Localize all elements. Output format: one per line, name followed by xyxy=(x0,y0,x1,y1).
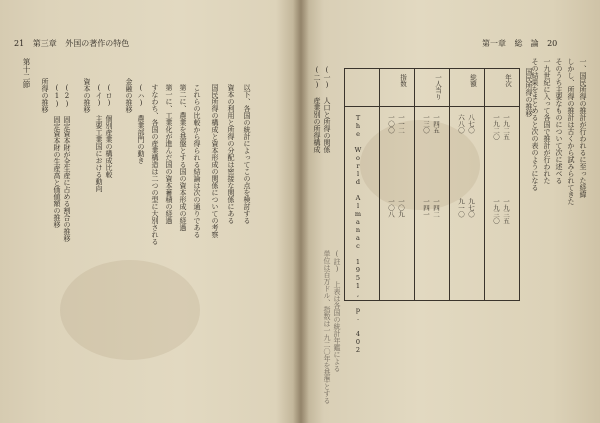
right-line-7: (二) 産業別の所得構成 xyxy=(313,66,321,153)
left-line-7: 第一に、工業化が進んだ国の資本蓄積の経過 xyxy=(165,84,173,224)
left-line-9: これらの比較から得られる結論は次の通りである xyxy=(193,84,201,238)
table-title: 国民所得の推移 xyxy=(525,68,533,117)
table-source-note: The World Almanac 1951, p. 402 xyxy=(354,114,362,354)
table-cell: 一四五 xyxy=(432,114,440,134)
left-page-header xyxy=(14,38,135,49)
right-line-6: (一) 人口と所得の関係 xyxy=(323,66,331,153)
right-footer-line-2: 単位は百万ドル、指数は一九二〇年を基準とする xyxy=(323,250,331,404)
table-header: 一人当り xyxy=(434,74,442,100)
right-line-5: その結果をまとめると次の表のようになる xyxy=(531,58,539,191)
right-running-title: 総 論 xyxy=(514,39,539,48)
table-cell: 一九三五 xyxy=(502,198,510,224)
left-line-5: (ハ) 農業部門の動き xyxy=(137,84,145,164)
table-header: 総額 xyxy=(469,74,477,87)
left-line-4: (ロ) 個別産業の構成比較 xyxy=(105,84,113,178)
left-line-11: 資本の利用と所得の分配は密接な関係にある xyxy=(227,84,235,224)
table-cell: 八七〇 xyxy=(467,114,475,134)
table-cell: 一九二五 xyxy=(502,114,510,140)
table-cell: 一四一 xyxy=(422,198,430,218)
left-running-title: 外国の著作の特色 xyxy=(65,39,130,48)
left-line-3: (イ) 主要工業国における動向 xyxy=(95,84,103,192)
income-table xyxy=(344,68,592,354)
left-section-label: 第十二節 xyxy=(22,58,31,88)
left-line-10: 国民所得の構成と資本形成の関係についての考察 xyxy=(211,84,219,238)
left-line-8: 第二に、農業を基盤とする国の資本形成の経過 xyxy=(179,84,187,231)
left-line-12: 以下、各国の統計によってこの点を検討する xyxy=(243,84,251,224)
left-heading-3: 金融の推移 xyxy=(125,78,133,113)
table-cell: 一九二〇 xyxy=(492,114,500,140)
left-heading-1: 所得の推移 xyxy=(41,78,49,113)
table-cell: 一九三〇 xyxy=(492,198,500,224)
table-cell: 一四二 xyxy=(432,198,440,218)
left-line-1: (1) 固定資本財の生産高と価値額の推移 xyxy=(53,84,61,228)
right-page-number: 20 xyxy=(547,39,558,48)
table-cell: 一〇九 xyxy=(397,198,405,218)
left-page xyxy=(0,0,296,423)
left-heading-2: 資本の推移 xyxy=(83,78,91,113)
table-header: 指数 xyxy=(399,74,407,87)
table-cell: 六八〇 xyxy=(457,114,465,134)
table-cell: 一三〇 xyxy=(422,114,430,134)
left-line-2: (2) 固定資本財が全生産に占める割合の推移 xyxy=(63,84,71,242)
right-line-2: しかし、所得の推計は古くから試みられてきた xyxy=(567,58,575,205)
right-line-3: そのうち主要なものについて次に述べる xyxy=(555,58,563,184)
left-line-6: すなわち、各国の産業構造は二つの型に大別される xyxy=(151,84,159,245)
table-cell: 一〇八 xyxy=(387,198,395,218)
right-line-1: 一、国民所得の推計が行われるに至った経緯 xyxy=(579,58,587,198)
right-chapter-label: 第一章 xyxy=(482,39,506,48)
left-page-number: 21 xyxy=(14,39,25,48)
right-page-header xyxy=(482,38,563,49)
right-footer-line-1: (註) 上表は各国の統計年鑑による xyxy=(333,250,341,372)
right-line-4: 一九世紀に入って各国で推計が行われた xyxy=(543,58,551,184)
table-header: 年次 xyxy=(504,74,512,87)
table-cell: 一〇〇 xyxy=(387,114,395,134)
table-cell: 九一〇 xyxy=(457,198,465,218)
right-page xyxy=(304,0,600,423)
table-cell: 九七〇 xyxy=(467,198,475,218)
left-chapter-label: 第三章 xyxy=(32,39,57,48)
table-cell: 一一二 xyxy=(397,114,405,134)
